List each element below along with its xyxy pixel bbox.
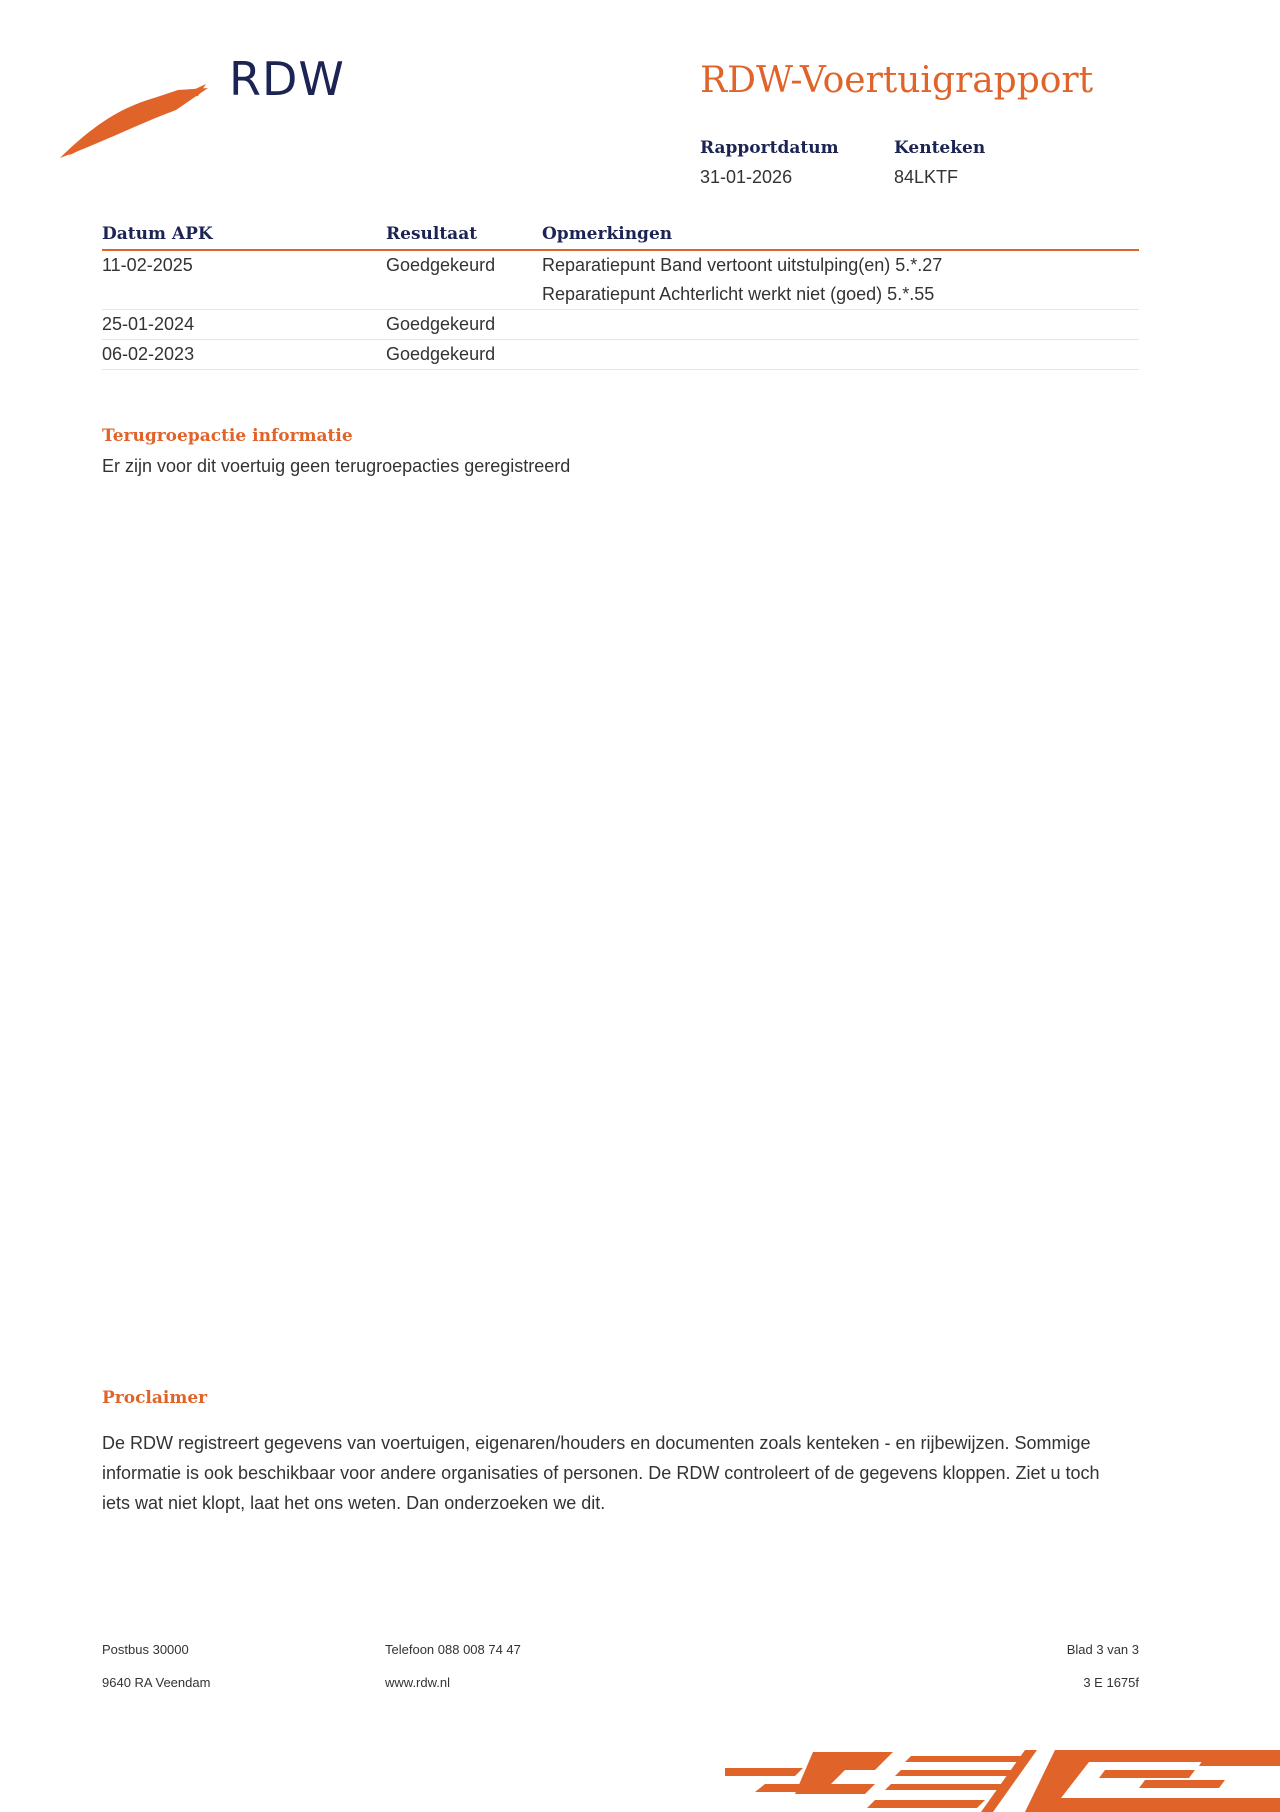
apk-table <box>102 224 1139 370</box>
apk-result-cell: Goedgekeurd <box>386 250 542 310</box>
rdw-logo-icon <box>58 80 208 160</box>
recall-text: Er zijn voor dit voertuig geen terugroepacties geregistreerd <box>102 456 571 476</box>
apk-date-cell: 11-02-2025 <box>102 250 386 310</box>
apk-remarks-cell <box>542 250 1139 310</box>
column-header-date: Datum APK <box>102 224 386 250</box>
recall-heading: Terugroepactie informatie <box>102 426 353 446</box>
proclaimer-text: De RDW registreert gegevens van voertuigen, eigenaren/houders en documenten zoals kenteken - en rijbewijzen. Sommige informatie is ook beschikbaar voor andere organisaties of personen. De RDW controleert of de gegevens kloppen. Ziet u toch iets wat niet klopt, laat het ons weten. Dan onderzoeken we dit. <box>102 1433 1100 1513</box>
plate-block <box>894 138 985 188</box>
column-header-result: Resultaat <box>386 224 542 250</box>
footer-page-number: Blad 3 van 3 <box>1066 1642 1139 1657</box>
page-title: RDW-Voertuigrapport <box>700 60 1094 101</box>
report-date-block <box>700 138 839 188</box>
plate-label: Kenteken <box>894 138 986 158</box>
apk-remark: Reparatiepunt Band vertoont uitstulping(en) 5.*.27 <box>542 255 943 275</box>
footer-phone: Telefoon 088 008 74 47 <box>385 1642 521 1657</box>
plate-value: 84LKTF <box>894 167 959 187</box>
apk-remarks-cell <box>542 340 1139 370</box>
apk-result-cell: Goedgekeurd <box>386 310 542 340</box>
apk-date-cell: 06-02-2023 <box>102 340 386 370</box>
apk-result-cell: Goedgekeurd <box>386 340 542 370</box>
table-row <box>102 310 1139 340</box>
proclaimer-heading: Proclaimer <box>102 1388 208 1408</box>
footer-postbus: Postbus 30000 <box>102 1642 189 1657</box>
apk-date-cell: 25-01-2024 <box>102 310 386 340</box>
table-row <box>102 340 1139 370</box>
report-date-value: 31-01-2026 <box>700 167 793 187</box>
footer-doc-code: 3 E 1675f <box>1083 1675 1139 1690</box>
table-row <box>102 250 1139 310</box>
apk-remark: Reparatiepunt Achterlicht werkt niet (goed) 5.*.55 <box>542 284 935 304</box>
footer-city: 9640 RA Veendam <box>102 1675 211 1690</box>
report-date-label: Rapportdatum <box>700 138 839 158</box>
apk-remarks-cell <box>542 310 1139 340</box>
footer-stripes-icon <box>725 1740 1280 1812</box>
column-header-remarks: Opmerkingen <box>542 224 1139 250</box>
logo-text: RDW <box>229 52 345 106</box>
footer-website: www.rdw.nl <box>385 1675 451 1690</box>
table-header-row <box>102 224 1139 250</box>
